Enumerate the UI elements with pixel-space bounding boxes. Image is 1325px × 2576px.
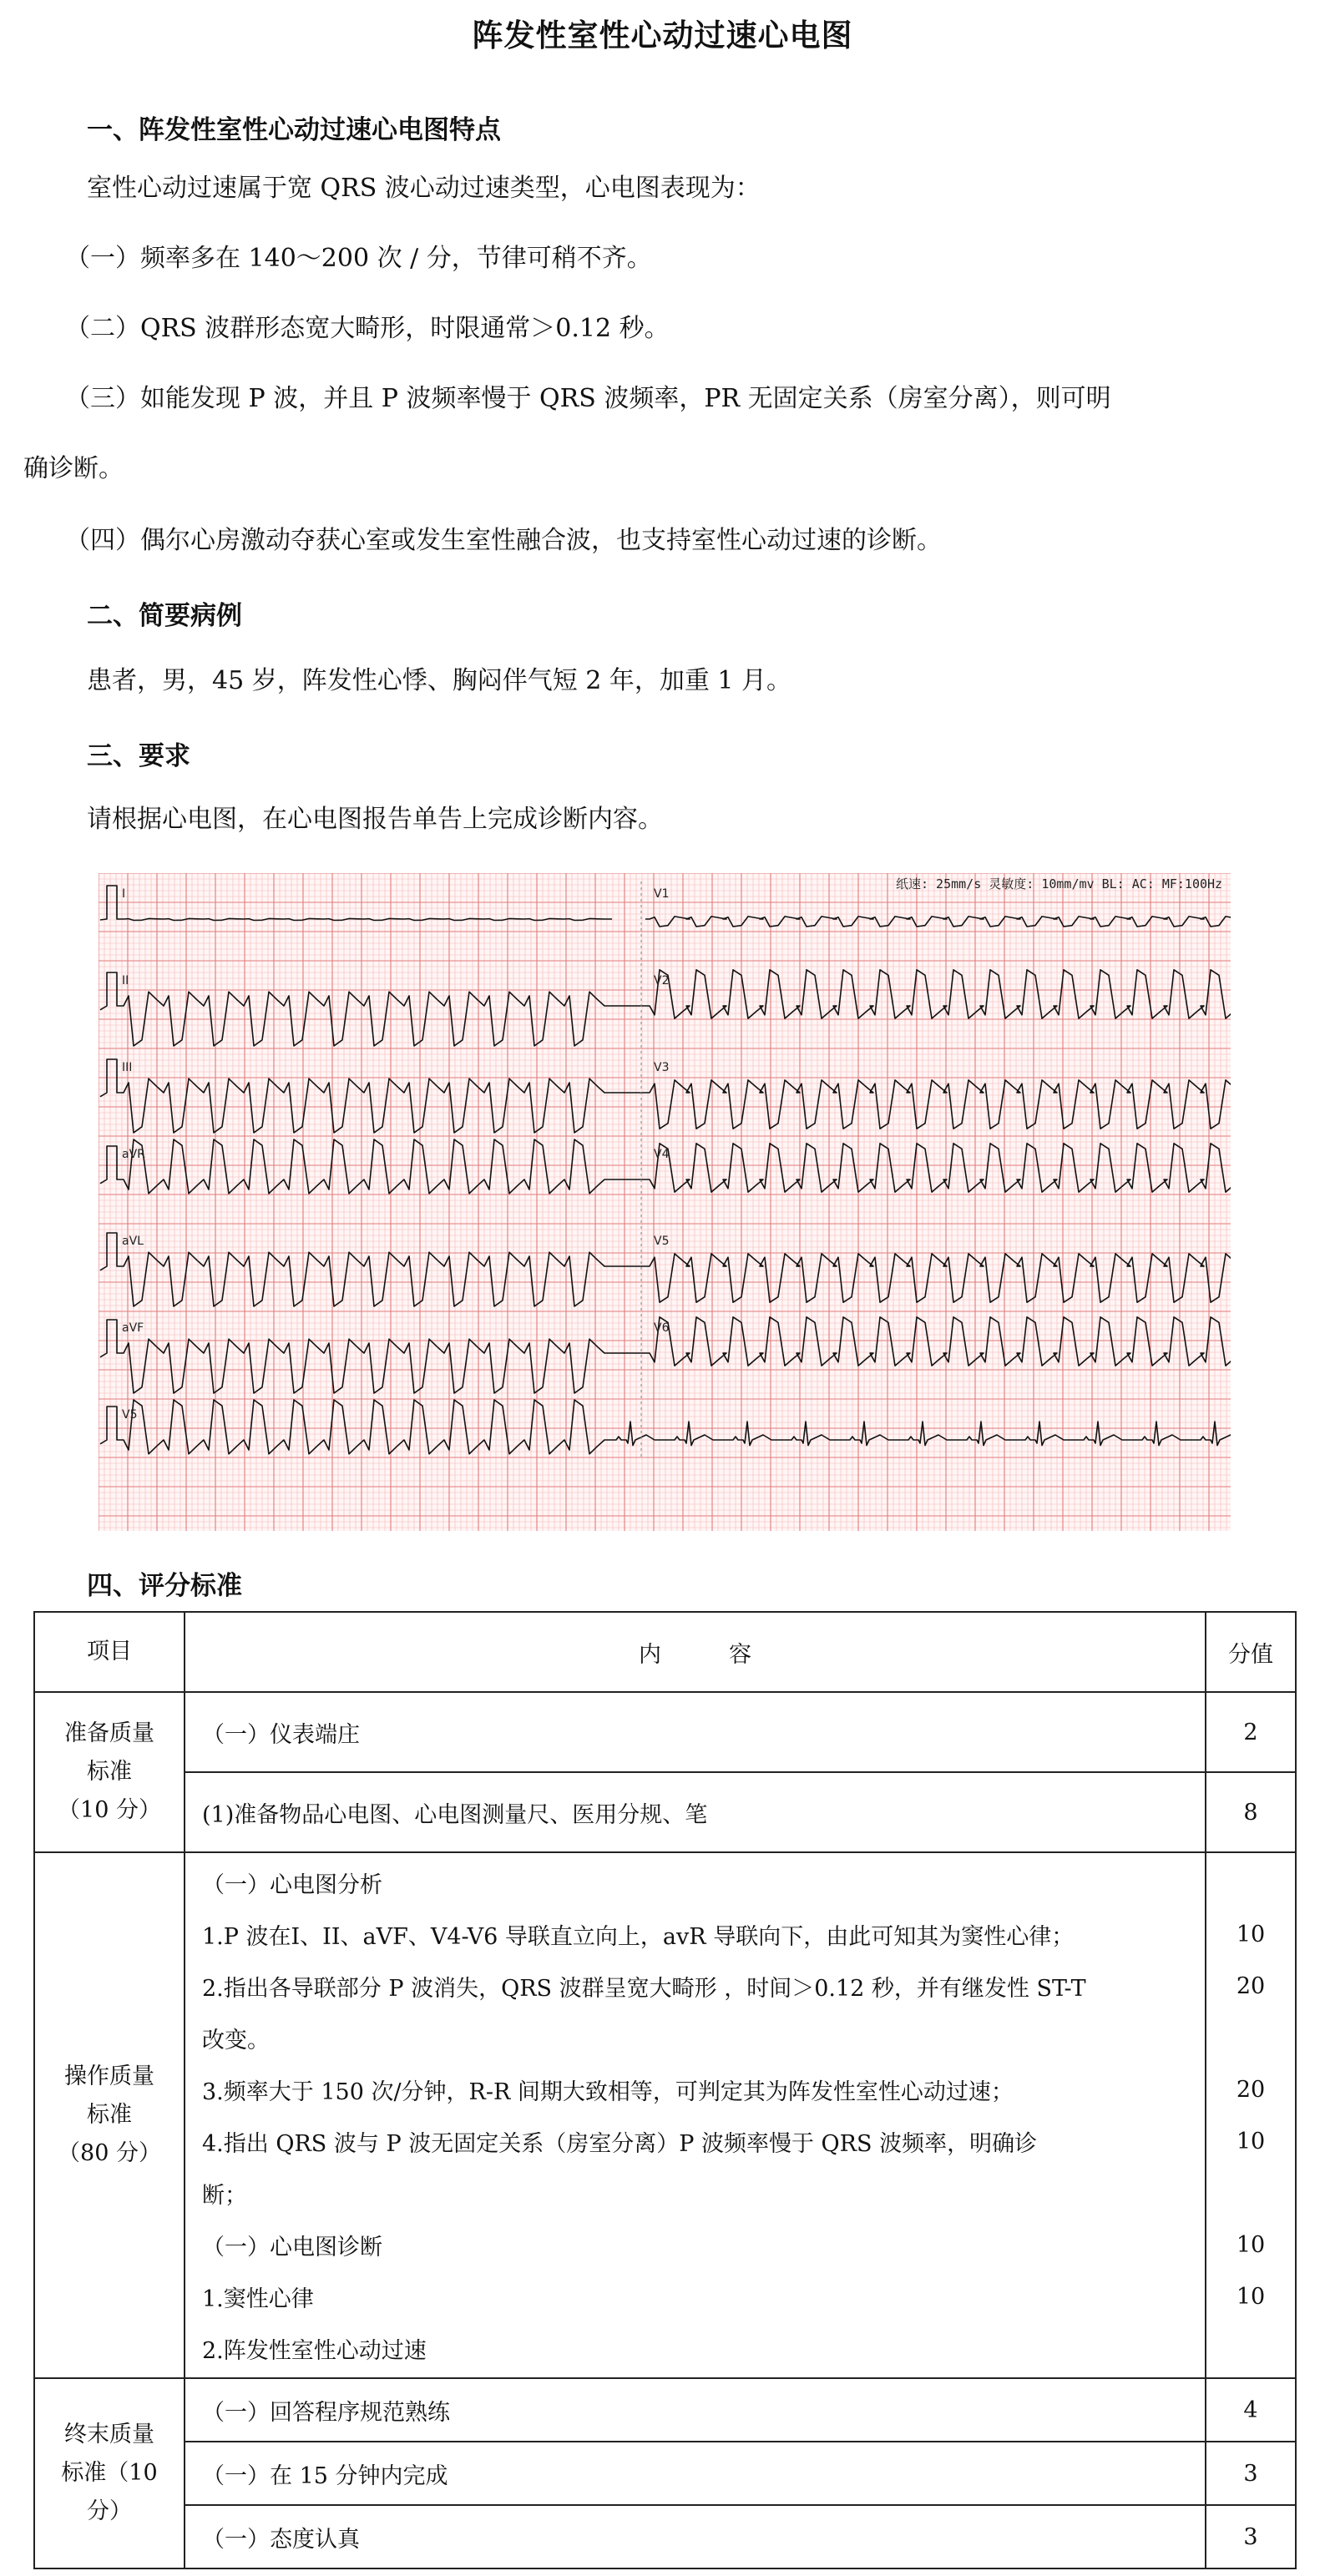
- op-line: 3.频率大于 150 次/分钟，R-R 间期大致相等，可判定其为阵发性室性心动过速；: [202, 2078, 1014, 2105]
- op-line: 1.窦性心律: [202, 2286, 314, 2312]
- ecg-lead-label: V6: [654, 1321, 670, 1335]
- op-line: 断；: [202, 2182, 247, 2209]
- final-row-3-text: （一）态度认真: [185, 2505, 1206, 2568]
- table-row: [34, 2378, 1296, 2442]
- ecg-lead-label: aVR: [122, 1148, 145, 1161]
- op-score: [1207, 2167, 1294, 2219]
- ecg-figure: [99, 873, 1231, 1531]
- ecg-lead-label: V1: [654, 887, 670, 901]
- ecg-lead-label: V5: [654, 1235, 670, 1248]
- prep-row-2-text: (1)准备物品心电图、心电图测量尺、医用分规、笔: [185, 1772, 1206, 1852]
- table-row: [34, 2442, 1296, 2505]
- case-text: 患者，男，45 岁，阵发性心悸、胸闷伴气短 2 年，加重 1 月。: [87, 666, 792, 695]
- ecg-lead-label: V2: [654, 974, 670, 987]
- op-score: [1207, 1856, 1294, 1908]
- feature-item-2: （二）QRS 波群形态宽大畸形，时限通常＞0.12 秒。: [65, 314, 670, 343]
- prep-row-2-score: 8: [1206, 1772, 1296, 1852]
- ecg-lead-label: III: [122, 1061, 133, 1074]
- table-header-row: [34, 1612, 1296, 1692]
- section-heading-case: 二、简要病例: [87, 601, 242, 631]
- intro-text: 室性心动过速属于宽 QRS 波心动过速类型，心电图表现为：: [87, 174, 761, 203]
- final-row-1-score: 4: [1206, 2378, 1296, 2442]
- table-row: [34, 1772, 1296, 1852]
- feature-item-1: （一）频率多在 140～200 次 / 分，节律可稍不齐。: [65, 244, 652, 273]
- op-score: 20: [1236, 1972, 1266, 1999]
- requirement-text: 请根据心电图，在心电图报告单告上完成诊断内容。: [87, 805, 663, 834]
- section-heading-features: 一、阵发性室性心动过速心电图特点: [87, 115, 501, 145]
- op-line: （一）心电图分析: [202, 1871, 382, 1898]
- ecg-lead-label: I: [122, 887, 126, 901]
- op-score: 10: [1236, 2231, 1266, 2258]
- op-content: [185, 1852, 1206, 2378]
- ecg-lead-label: aVF: [122, 1321, 144, 1335]
- op-line: 4.指出 QRS 波与 P 波无固定关系（房室分离）P 波频率慢于 QRS 波频率，明确诊: [202, 2130, 1038, 2157]
- op-line: 2.指出各导联部分 P 波消失，QRS 波群呈宽大畸形 ，时间＞0.12 秒，并有继发性 ST-T: [202, 1975, 1086, 2002]
- table-row: [34, 2505, 1296, 2568]
- op-line: 2.阵发性室性心动过速: [202, 2337, 427, 2364]
- final-row-3-score: 3: [1206, 2505, 1296, 2568]
- op-score: [1207, 2322, 1294, 2374]
- op-label: 操作质量 标准 （80 分）: [34, 1852, 185, 2378]
- prep-label: 准备质量 标准 （10 分）: [34, 1692, 185, 1852]
- feature-item-3: （三）如能发现 P 波，并且 P 波频率慢于 QRS 波频率，PR 无固定关系（房室分离），则可明: [65, 384, 1111, 413]
- header-score: 分值: [1206, 1612, 1296, 1692]
- page-title: 阵发性室性心动过速心电图: [472, 17, 853, 53]
- ecg-lead-label: II: [122, 974, 129, 987]
- final-label: 终末质量 标准（10 分）: [34, 2378, 185, 2568]
- ecg-lead-label: V4: [654, 1148, 670, 1161]
- op-line: 1.P 波在I、II、aVF、V4-V6 导联直立向上，avR 导联向下，由此可知其为窦性心律；: [202, 1923, 1075, 1950]
- op-score: 10: [1236, 2128, 1266, 2154]
- op-score: 20: [1236, 2076, 1266, 2103]
- ecg-trace-grid: [99, 873, 1231, 1531]
- prep-row-1-text: （一）仪表端庄: [185, 1692, 1206, 1772]
- feature-item-3-cont: 确诊断。: [23, 454, 124, 483]
- ecg-settings-label: 纸速: 25mm/s 灵敏度: 10mm/mv BL: AC: MF:100Hz: [896, 876, 1223, 891]
- final-row-2-text: （一）在 15 分钟内完成: [185, 2442, 1206, 2505]
- feature-item-4: （四）偶尔心房激动夺获心室或发生室性融合波，也支持室性心动过速的诊断。: [65, 526, 942, 555]
- op-line: （一）心电图诊断: [202, 2234, 382, 2260]
- header-content: 内 容: [185, 1612, 1206, 1692]
- table-row: [34, 1692, 1296, 1772]
- op-score: 10: [1236, 2283, 1266, 2310]
- final-row-2-score: 3: [1206, 2442, 1296, 2505]
- section-heading-scoring: 四、评分标准: [87, 1571, 242, 1601]
- ecg-lead-label: V3: [654, 1061, 670, 1074]
- scoring-table: [33, 1611, 1297, 2569]
- ecg-lead-label: V5: [122, 1408, 138, 1422]
- op-score: 10: [1236, 1921, 1266, 1947]
- section-heading-requirement: 三、要求: [87, 741, 190, 771]
- op-line: 改变。: [202, 2027, 270, 2053]
- op-scores: [1206, 1852, 1296, 2378]
- final-row-1-text: （一）回答程序规范熟练: [185, 2378, 1206, 2442]
- prep-row-1-score: 2: [1206, 1692, 1296, 1772]
- table-row: [34, 1852, 1296, 2378]
- ecg-lead-label: aVL: [122, 1235, 144, 1248]
- header-item: 项目: [34, 1612, 185, 1692]
- op-score: [1207, 2012, 1294, 2063]
